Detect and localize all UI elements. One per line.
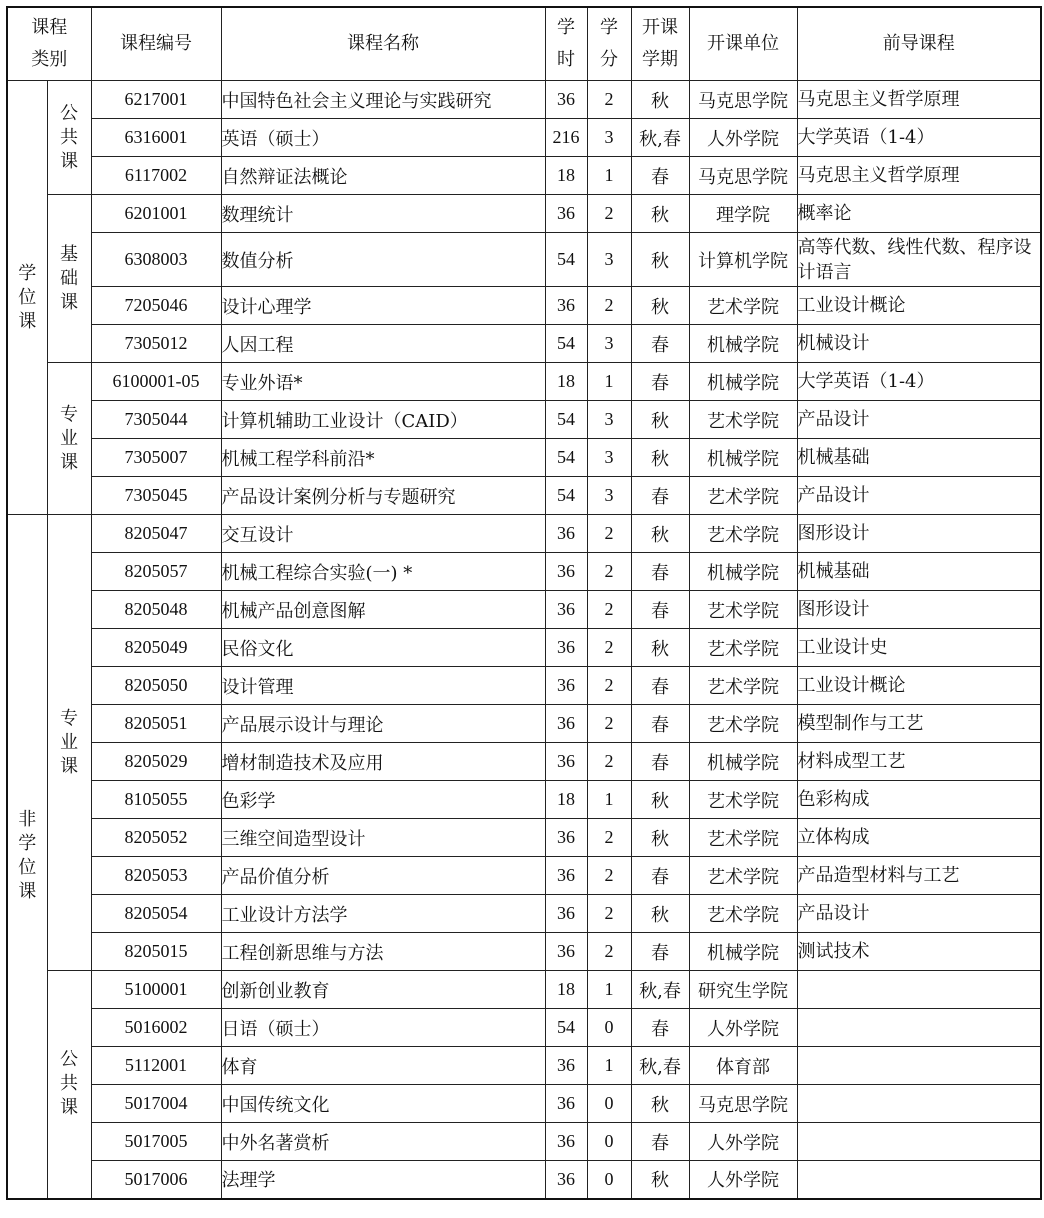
cell-credit: 3	[587, 233, 631, 287]
cell-code: 8205054	[91, 895, 221, 933]
cell-code: 6316001	[91, 119, 221, 157]
cell-unit: 艺术学院	[689, 819, 797, 857]
cell-term: 春	[631, 933, 689, 971]
cell-credit: 0	[587, 1123, 631, 1161]
cell-prereq: 马克思主义哲学原理	[797, 81, 1041, 119]
cell-unit: 人外学院	[689, 119, 797, 157]
cell-code: 8205052	[91, 819, 221, 857]
cell-credit: 3	[587, 119, 631, 157]
cell-credit: 1	[587, 781, 631, 819]
cell-unit: 艺术学院	[689, 515, 797, 553]
cell-hours: 18	[545, 157, 587, 195]
cell-credit: 1	[587, 363, 631, 401]
cell-name: 工程创新思维与方法	[221, 933, 545, 971]
category-group-cell: 学位课	[7, 81, 47, 515]
cell-term: 春	[631, 667, 689, 705]
cell-name: 设计管理	[221, 667, 545, 705]
table-row	[7, 287, 1041, 325]
table-row	[7, 895, 1041, 933]
cell-prereq	[797, 1161, 1041, 1199]
cell-code: 8205048	[91, 591, 221, 629]
cell-code: 8205050	[91, 667, 221, 705]
cell-prereq: 图形设计	[797, 515, 1041, 553]
cell-unit: 马克思学院	[689, 81, 797, 119]
cell-credit: 0	[587, 1009, 631, 1047]
cell-unit: 艺术学院	[689, 895, 797, 933]
cell-name: 专业外语*	[221, 363, 545, 401]
table-row	[7, 195, 1041, 233]
cell-code: 8105055	[91, 781, 221, 819]
cell-hours: 36	[545, 629, 587, 667]
cell-credit: 2	[587, 667, 631, 705]
cell-prereq	[797, 1123, 1041, 1161]
cell-hours: 54	[545, 1009, 587, 1047]
cell-code: 6308003	[91, 233, 221, 287]
cell-name: 中外名著赏析	[221, 1123, 545, 1161]
table-row	[7, 781, 1041, 819]
cell-prereq: 色彩构成	[797, 781, 1041, 819]
cell-term: 春	[631, 1009, 689, 1047]
cell-code: 7305012	[91, 325, 221, 363]
cell-unit: 人外学院	[689, 1123, 797, 1161]
cell-prereq	[797, 971, 1041, 1009]
cell-term: 春	[631, 1123, 689, 1161]
cell-code: 5017005	[91, 1123, 221, 1161]
table-row	[7, 1047, 1041, 1085]
cell-hours: 36	[545, 705, 587, 743]
table-row	[7, 515, 1041, 553]
cell-unit: 艺术学院	[689, 857, 797, 895]
cell-credit: 2	[587, 81, 631, 119]
cell-hours: 36	[545, 515, 587, 553]
header-unit: 开课单位	[689, 7, 797, 81]
cell-code: 6201001	[91, 195, 221, 233]
course-table-container	[6, 6, 1042, 1200]
table-row	[7, 1085, 1041, 1123]
cell-code: 6100001-05	[91, 363, 221, 401]
cell-unit: 艺术学院	[689, 401, 797, 439]
table-row	[7, 363, 1041, 401]
cell-hours: 36	[545, 1085, 587, 1123]
cell-code: 8205047	[91, 515, 221, 553]
cell-prereq: 工业设计史	[797, 629, 1041, 667]
cell-name: 机械工程学科前沿*	[221, 439, 545, 477]
cell-name: 三维空间造型设计	[221, 819, 545, 857]
cell-code: 8205015	[91, 933, 221, 971]
table-row	[7, 743, 1041, 781]
cell-prereq: 图形设计	[797, 591, 1041, 629]
cell-unit: 马克思学院	[689, 1085, 797, 1123]
cell-prereq: 大学英语（1-4）	[797, 363, 1041, 401]
table-row	[7, 477, 1041, 515]
cell-credit: 2	[587, 195, 631, 233]
cell-credit: 2	[587, 287, 631, 325]
table-row	[7, 1161, 1041, 1199]
cell-prereq	[797, 1047, 1041, 1085]
table-row	[7, 971, 1041, 1009]
cell-prereq: 机械基础	[797, 439, 1041, 477]
table-row	[7, 591, 1041, 629]
cell-hours: 18	[545, 781, 587, 819]
cell-hours: 54	[545, 233, 587, 287]
cell-term: 秋	[631, 195, 689, 233]
cell-credit: 2	[587, 591, 631, 629]
cell-unit: 马克思学院	[689, 157, 797, 195]
cell-name: 机械产品创意图解	[221, 591, 545, 629]
cell-code: 7305007	[91, 439, 221, 477]
cell-term: 秋	[631, 819, 689, 857]
cell-prereq: 材料成型工艺	[797, 743, 1041, 781]
cell-term: 春	[631, 553, 689, 591]
header-hours: 学 时	[545, 7, 587, 81]
cell-hours: 36	[545, 591, 587, 629]
cell-hours: 54	[545, 439, 587, 477]
cell-credit: 1	[587, 1047, 631, 1085]
cell-hours: 36	[545, 1161, 587, 1199]
cell-term: 秋	[631, 439, 689, 477]
cell-unit: 机械学院	[689, 553, 797, 591]
cell-hours: 36	[545, 1123, 587, 1161]
cell-term: 秋	[631, 781, 689, 819]
cell-name: 中国传统文化	[221, 1085, 545, 1123]
cell-name: 产品价值分析	[221, 857, 545, 895]
header-name: 课程名称	[221, 7, 545, 81]
cell-term: 秋	[631, 287, 689, 325]
cell-credit: 2	[587, 743, 631, 781]
cell-hours: 36	[545, 195, 587, 233]
table-row	[7, 705, 1041, 743]
cell-term: 秋,春	[631, 1047, 689, 1085]
cell-code: 7205046	[91, 287, 221, 325]
cell-hours: 36	[545, 895, 587, 933]
header-code: 课程编号	[91, 7, 221, 81]
cell-unit: 机械学院	[689, 743, 797, 781]
cell-credit: 2	[587, 933, 631, 971]
cell-hours: 36	[545, 933, 587, 971]
cell-name: 产品展示设计与理论	[221, 705, 545, 743]
category-group-cell: 非学位课	[7, 515, 47, 1199]
cell-hours: 36	[545, 667, 587, 705]
cell-name: 产品设计案例分析与专题研究	[221, 477, 545, 515]
cell-name: 交互设计	[221, 515, 545, 553]
cell-code: 7305044	[91, 401, 221, 439]
cell-term: 秋	[631, 1161, 689, 1199]
table-row	[7, 119, 1041, 157]
cell-prereq: 模型制作与工艺	[797, 705, 1041, 743]
cell-code: 5017006	[91, 1161, 221, 1199]
category-subgroup-cell: 公共课	[47, 81, 91, 195]
cell-code: 8205057	[91, 553, 221, 591]
cell-name: 自然辩证法概论	[221, 157, 545, 195]
cell-code: 8205029	[91, 743, 221, 781]
cell-hours: 36	[545, 287, 587, 325]
table-row	[7, 233, 1041, 287]
cell-name: 色彩学	[221, 781, 545, 819]
cell-hours: 18	[545, 971, 587, 1009]
cell-unit: 人外学院	[689, 1009, 797, 1047]
table-row	[7, 325, 1041, 363]
header-credit: 学 分	[587, 7, 631, 81]
table-row	[7, 629, 1041, 667]
cell-hours: 36	[545, 1047, 587, 1085]
cell-hours: 36	[545, 819, 587, 857]
table-row	[7, 1123, 1041, 1161]
cell-credit: 2	[587, 553, 631, 591]
header-term: 开课 学期	[631, 7, 689, 81]
header-category: 课程 类别	[7, 7, 91, 81]
cell-name: 中国特色社会主义理论与实践研究	[221, 81, 545, 119]
header-row	[7, 7, 1041, 81]
cell-term: 春	[631, 363, 689, 401]
cell-unit: 艺术学院	[689, 287, 797, 325]
table-row	[7, 157, 1041, 195]
cell-unit: 机械学院	[689, 439, 797, 477]
cell-unit: 体育部	[689, 1047, 797, 1085]
cell-credit: 3	[587, 401, 631, 439]
cell-unit: 艺术学院	[689, 781, 797, 819]
cell-unit: 艺术学院	[689, 667, 797, 705]
cell-term: 春	[631, 325, 689, 363]
cell-credit: 2	[587, 629, 631, 667]
table-row	[7, 553, 1041, 591]
cell-hours: 54	[545, 477, 587, 515]
cell-name: 体育	[221, 1047, 545, 1085]
cell-name: 英语（硕士）	[221, 119, 545, 157]
cell-hours: 36	[545, 857, 587, 895]
cell-name: 数值分析	[221, 233, 545, 287]
cell-name: 设计心理学	[221, 287, 545, 325]
cell-hours: 36	[545, 743, 587, 781]
cell-hours: 36	[545, 81, 587, 119]
cell-name: 机械工程综合实验(一) *	[221, 553, 545, 591]
cell-term: 春	[631, 743, 689, 781]
cell-name: 计算机辅助工业设计（CAID）	[221, 401, 545, 439]
table-body	[7, 81, 1041, 1199]
course-table	[6, 6, 1042, 1200]
cell-unit: 艺术学院	[689, 591, 797, 629]
cell-prereq: 测试技术	[797, 933, 1041, 971]
cell-unit: 计算机学院	[689, 233, 797, 287]
cell-unit: 机械学院	[689, 933, 797, 971]
cell-hours: 18	[545, 363, 587, 401]
cell-credit: 2	[587, 895, 631, 933]
cell-name: 数理统计	[221, 195, 545, 233]
cell-term: 秋	[631, 515, 689, 553]
cell-prereq	[797, 1009, 1041, 1047]
cell-code: 8205049	[91, 629, 221, 667]
category-subgroup-cell: 专业课	[47, 515, 91, 971]
table-row	[7, 667, 1041, 705]
cell-code: 6117002	[91, 157, 221, 195]
cell-code: 7305045	[91, 477, 221, 515]
table-row	[7, 81, 1041, 119]
cell-unit: 艺术学院	[689, 705, 797, 743]
cell-code: 5112001	[91, 1047, 221, 1085]
cell-prereq: 大学英语（1-4）	[797, 119, 1041, 157]
cell-hours: 216	[545, 119, 587, 157]
cell-name: 民俗文化	[221, 629, 545, 667]
cell-term: 秋	[631, 81, 689, 119]
cell-prereq: 概率论	[797, 195, 1041, 233]
cell-prereq: 工业设计概论	[797, 667, 1041, 705]
cell-code: 5017004	[91, 1085, 221, 1123]
cell-hours: 54	[545, 401, 587, 439]
cell-term: 秋	[631, 1085, 689, 1123]
cell-credit: 3	[587, 477, 631, 515]
cell-unit: 艺术学院	[689, 477, 797, 515]
cell-hours: 54	[545, 325, 587, 363]
table-row	[7, 857, 1041, 895]
cell-name: 增材制造技术及应用	[221, 743, 545, 781]
cell-code: 6217001	[91, 81, 221, 119]
cell-term: 秋	[631, 629, 689, 667]
cell-credit: 2	[587, 515, 631, 553]
cell-unit: 研究生学院	[689, 971, 797, 1009]
cell-term: 秋	[631, 233, 689, 287]
cell-term: 春	[631, 477, 689, 515]
cell-prereq: 产品设计	[797, 895, 1041, 933]
cell-unit: 人外学院	[689, 1161, 797, 1199]
cell-credit: 1	[587, 157, 631, 195]
cell-prereq: 机械设计	[797, 325, 1041, 363]
cell-name: 创新创业教育	[221, 971, 545, 1009]
cell-code: 5016002	[91, 1009, 221, 1047]
cell-credit: 2	[587, 857, 631, 895]
cell-code: 5100001	[91, 971, 221, 1009]
cell-credit: 0	[587, 1161, 631, 1199]
category-subgroup-cell: 专业课	[47, 363, 91, 515]
cell-term: 秋	[631, 401, 689, 439]
cell-term: 春	[631, 591, 689, 629]
cell-name: 人因工程	[221, 325, 545, 363]
cell-prereq: 立体构成	[797, 819, 1041, 857]
cell-code: 8205053	[91, 857, 221, 895]
cell-prereq: 产品设计	[797, 477, 1041, 515]
cell-name: 法理学	[221, 1161, 545, 1199]
table-row	[7, 401, 1041, 439]
cell-code: 8205051	[91, 705, 221, 743]
cell-prereq	[797, 1085, 1041, 1123]
cell-name: 日语（硕士）	[221, 1009, 545, 1047]
cell-term: 春	[631, 705, 689, 743]
cell-credit: 3	[587, 325, 631, 363]
cell-credit: 3	[587, 439, 631, 477]
table-row	[7, 933, 1041, 971]
cell-term: 秋	[631, 895, 689, 933]
cell-unit: 机械学院	[689, 363, 797, 401]
cell-prereq: 工业设计概论	[797, 287, 1041, 325]
cell-prereq: 产品设计	[797, 401, 1041, 439]
cell-unit: 艺术学院	[689, 629, 797, 667]
table-row	[7, 819, 1041, 857]
category-subgroup-cell: 公共课	[47, 971, 91, 1199]
cell-credit: 2	[587, 705, 631, 743]
cell-unit: 机械学院	[689, 325, 797, 363]
table-row	[7, 1009, 1041, 1047]
cell-name: 工业设计方法学	[221, 895, 545, 933]
cell-prereq: 产品造型材料与工艺	[797, 857, 1041, 895]
table-row	[7, 439, 1041, 477]
cell-hours: 36	[545, 553, 587, 591]
cell-credit: 1	[587, 971, 631, 1009]
cell-term: 春	[631, 857, 689, 895]
cell-term: 秋,春	[631, 119, 689, 157]
cell-term: 秋,春	[631, 971, 689, 1009]
cell-unit: 理学院	[689, 195, 797, 233]
category-subgroup-cell: 基础课	[47, 195, 91, 363]
cell-credit: 2	[587, 819, 631, 857]
cell-term: 春	[631, 157, 689, 195]
cell-credit: 0	[587, 1085, 631, 1123]
cell-prereq: 马克思主义哲学原理	[797, 157, 1041, 195]
cell-prereq: 高等代数、线性代数、程序设计语言	[797, 233, 1041, 287]
cell-prereq: 机械基础	[797, 553, 1041, 591]
header-prereq: 前导课程	[797, 7, 1041, 81]
